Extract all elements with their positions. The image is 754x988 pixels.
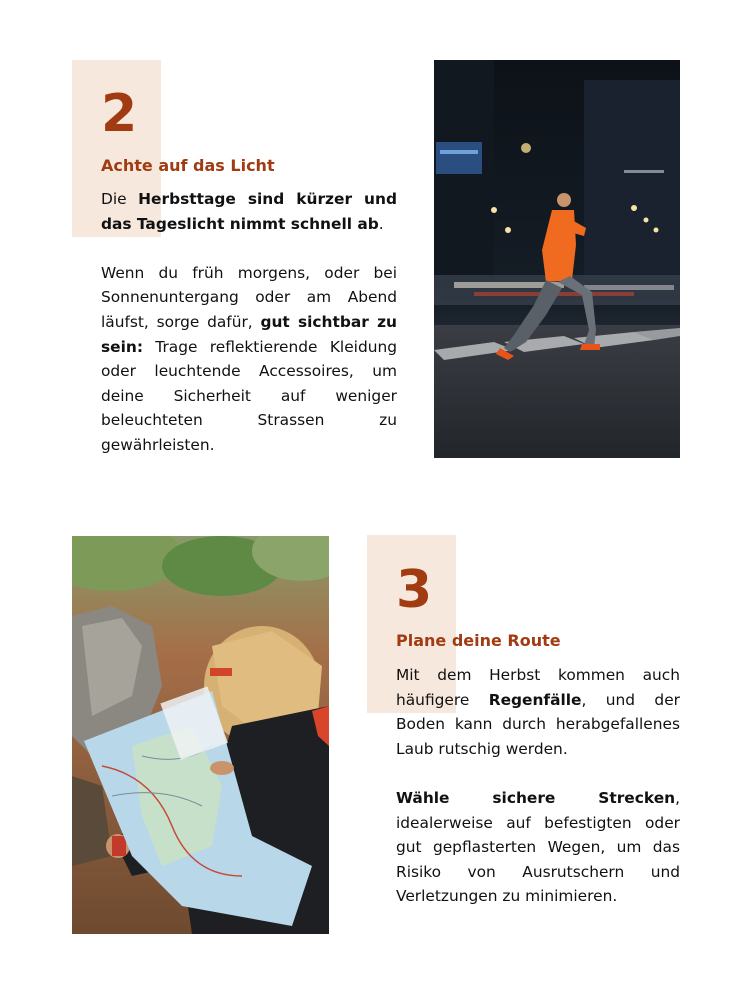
section-number-3: 3: [396, 560, 433, 620]
paragraph: Wenn du früh morgens, oder bei Sonnenuntergang oder am Abend läufst, sorge dafür, gut sichtbar zu sein: Trage reflektierende Kleidung oder leuchtende Accessoires, um deine Sicherheit auf weniger beleuchteten Strassen zu gewährleisten.: [101, 263, 398, 454]
section-number-2: 2: [101, 84, 138, 144]
section-title-3: Plane deine Route: [396, 631, 561, 650]
section-body-3: [396, 663, 680, 909]
section-body-2: [101, 187, 397, 458]
paragraph: Wähle sichere Strecken, idealerweise auf befestigten oder gut gepflasterten Wegen, um das Risiko von Ausrutschern und Verletzungen zu minimieren.: [396, 788, 680, 906]
paragraph: Die Herbsttage sind kürzer und das Tageslicht nimmt schnell ab.: [101, 190, 397, 233]
section-title-2: Achte auf das Licht: [101, 156, 275, 175]
map-reading-photo: [72, 536, 329, 934]
night-runner-photo: [434, 60, 680, 458]
paragraph: Mit dem Herbst kommen auch häufigere Regenfälle, und der Boden kann durch herabgefallenes Laub rutschig werden.: [396, 666, 680, 758]
